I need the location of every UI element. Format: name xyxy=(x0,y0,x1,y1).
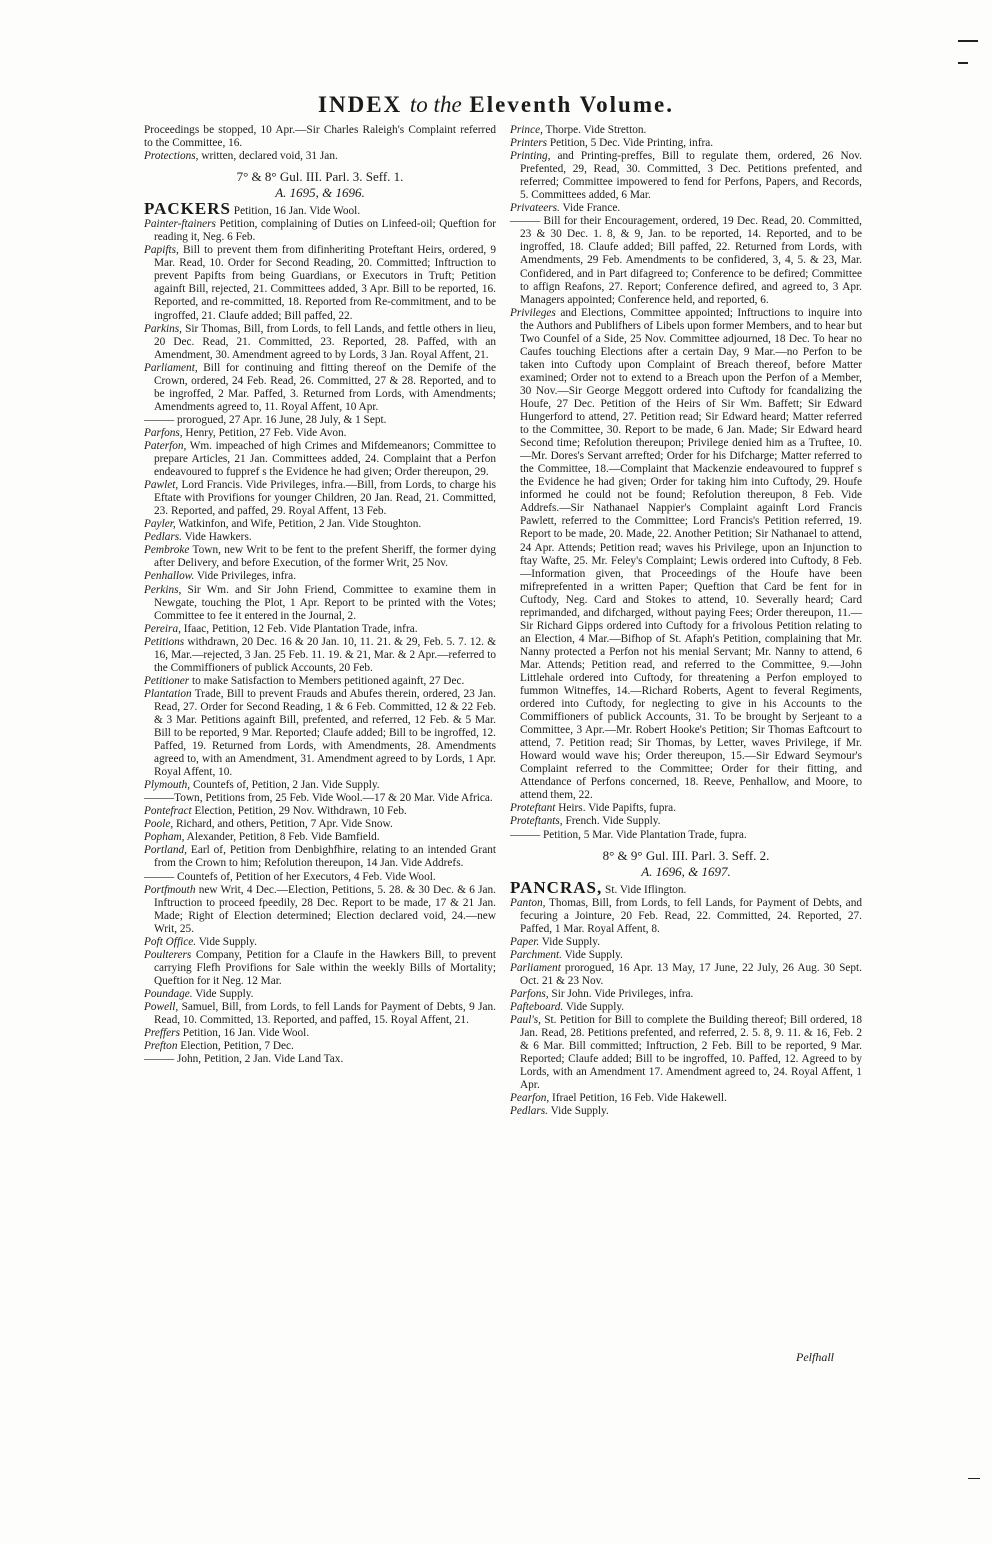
entry-head: ——— xyxy=(510,828,541,841)
drop-heading: PACKERS xyxy=(144,199,231,219)
index-entry xyxy=(144,779,496,792)
entry-head: Poole, xyxy=(144,818,174,831)
index-entry-pancras xyxy=(510,877,862,897)
entry-head: Pereira, xyxy=(144,622,181,635)
entry-text: and Printing-preffes, Bill to regulate them, ordered, 26 Nov. Prefented, 29, Read, 30. Committed, 3 Dec. Petitions prefented, and referred; Committee impowered to fend for Perfons, Papers, and Records, 5. Committees added, 6 Mar. xyxy=(520,150,862,202)
entry-head: Portfmouth xyxy=(144,883,196,896)
entry-text: Ifaac, Petition, 12 Feb. Vide Plantation Trade, infra. xyxy=(180,622,418,635)
entry-head: Pawlet, xyxy=(144,479,179,492)
entry-head: Portland, xyxy=(144,844,187,857)
entry-head: Powell, xyxy=(144,1001,179,1013)
entry-text: Vide Supply. xyxy=(539,935,601,948)
index-entry xyxy=(144,440,496,479)
entry-head: Printing, xyxy=(510,150,551,163)
margin-mark xyxy=(968,1478,980,1479)
title-index: INDEX xyxy=(318,92,403,117)
margin-mark xyxy=(958,40,978,42)
entry-head: Pearfon, xyxy=(510,1092,550,1105)
entry-head: Perkins, xyxy=(144,583,182,596)
entry-head: ——— xyxy=(144,413,175,426)
index-entry xyxy=(144,988,496,1001)
index-entry xyxy=(144,636,496,675)
index-entry xyxy=(144,323,496,362)
index-entry xyxy=(510,215,862,306)
index-entry xyxy=(144,1053,496,1066)
entry-text: Thorpe. Vide Stretton. xyxy=(542,124,647,136)
entry-head: Poundage. xyxy=(144,987,193,1000)
index-entry xyxy=(144,688,496,779)
entry-text: Henry, Petition, 27 Feb. Vide Avon. xyxy=(182,426,347,439)
entry-head: Prefton xyxy=(144,1040,178,1053)
entry-text: Countefs of, Petition, 2 Jan. Vide Supply. xyxy=(190,779,380,792)
entry-text: Countefs of, Petition of her Executors, 4 Feb. Vide Wool. xyxy=(174,870,436,883)
right-column xyxy=(510,124,862,1118)
session-heading xyxy=(510,847,862,879)
entry-text: Vide Hawkers. xyxy=(181,531,252,544)
entry-head: Paper. xyxy=(510,935,540,948)
index-entry xyxy=(144,362,496,414)
entry-text: and Elections, Committee appointed; Inftructions to inquire into the Authors and Publifhers of Libels upon former Members, and to hear but Two Counfel of a Side, 25 Nov. Committee adjourned, 18 Dec. To hear no Caufes touching Elections after a certain Day, 9 Mar.—no Perfon to be taken into Cuftody upon Complaint of Breach thereof, before Matter examined; Order not to extend to a Breach upon the Perfon of a Member, 30 Nov.—Sir George Meggott ordered into Cuftody for fcandalizing the Houfe, 27 Dec. Petition of the Heirs of Sir Wm. Baffett; Sir Edward Hungerford to attend, 27. Petition read; Sir Edward heard; Matter referred to the Committee, 30. Report to be made, 6 Jan. Made; Sir Edward heard Second time; Refolution thereupon; Privilege denied him as a Truftee, 10.—Mr. Dores's Servant arrefted; Order for his Difcharge; Matter referred to the Committee, 18.—Complaint that Mackenzie endeavoured to fuppref s the Evidence he had given; Order for taking him into Cuftody, 29. Houfe informed he could not be found; Refolution thereupon, 8 Feb. Vide Addrefs.—Sir Nathanael Nappier's Complaint againft Lord Francis Pawlett, referred to the Committee; Lord Francis's Petition referred, 19. Report to be made, 20. Made, 22. Another Petition; Sir Nathanael to attend, 24 Apr. Attends; Petition read; waves his Privilege, upon an Injunction to ftay Wafte, 25. Mr. Feley's Complaint; Lewis ordered into Cuftody, 8 Feb.—Information given, that Proceedings of the Houfe have been mifreprefented in a written Paper; Queftion that Card be fent for in Cuftody, Neg. Card and Stokes to attend, 10. Severally heard; Card reprimanded, and difcharged, without paying Fees; Order thereupon, 11.—Sir Richard Gipps ordered into Cuftody for a frivolous Petition relating to an Election, 4 Mar.—Bifhop of St. Afaph's Petition, complaining that Mr. Nanny protected a Perfon not his menial Servant; Mr. Nanny to attend, 6 Mar. Attends; Petition read, and referred to the Committee, 9.—John Littlehale ordered into Cuftody, for threatening a Perfon employed to fummon Witneffes, 14.—Richard Roberts, Agent to feveral Regiments, ordered into Cuftody, for neglecting to give in his Accounts to the Commiffioners of publick Accounts, 31. To be brought by Serjeant to a Committee, 3 Apr.—Mr. Robert Hooke's Petition; Sir Thomas Eaftcourt to attend, 7. Petition read; Sir Thomas, by Letter, waves Privilege, if Mr. Howard would wave his; Order thereupon, 15.—Sir Edward Seymour's Complaint referred to the Committee; Order for their fitting, and Attendance of Perfons concerned, 18. Reeve, Penhallow, and Moore, to attend them, 22. xyxy=(520,306,862,802)
index-entry xyxy=(144,218,496,244)
entry-head: ——— xyxy=(144,792,175,805)
index-entry xyxy=(144,570,496,583)
entry-head: Papifts, xyxy=(144,244,179,257)
entry-text: Richard, and others, Petition, 7 Apr. Vide Snow. xyxy=(173,818,393,831)
session-line-1: 7° & 8° Gul. III. Parl. 3. Seff. 1. xyxy=(236,169,404,185)
index-entry xyxy=(144,623,496,636)
entry-head: Poulterers xyxy=(144,948,192,961)
continuation-text: Proceedings be stopped, 10 Apr.—Sir Charles Raleigh's Complaint referred to the Committee, 16. xyxy=(144,124,496,150)
index-entry xyxy=(144,844,496,870)
index-entry xyxy=(510,897,862,936)
entry-head: Popham, xyxy=(144,831,185,844)
entry-text: Thomas, Bill, from Lords, to fell Lands, for Payment of Debts, and fecuring a Jointure, 20 Feb. Read, 22. Committed, 24. Reported, 27. Paffed, 1 Mar. Royal Affent, 8. xyxy=(520,896,862,935)
entry-text: Vide Supply. xyxy=(196,935,257,948)
entry-head: Pafteboard. xyxy=(510,1001,564,1013)
entry-head: Parkins, xyxy=(144,322,182,335)
index-entry xyxy=(510,815,862,828)
index-entry xyxy=(510,988,862,1001)
entry-text: Town, Petitions from, 25 Feb. Vide Wool.—17 & 20 Mar. Vide Africa. xyxy=(174,792,493,805)
entry-text: Vide Privileges, infra. xyxy=(194,570,297,583)
entry-text: St. Vide Iflington. xyxy=(602,883,687,896)
left-column xyxy=(144,124,496,1066)
session-line-2: A. 1695, & 1696. xyxy=(275,185,365,201)
entry-text: Vide Supply. xyxy=(561,948,623,961)
entry-text: Town, new Writ to be fent to the prefent Sheriff, the former dying after Delivery, and before Execution, of the former Writ, 25 Nov. xyxy=(154,544,496,570)
index-entry xyxy=(144,949,496,988)
index-entry-packers xyxy=(144,199,496,219)
entry-text: Petition, 16 Jan. Vide Wool. xyxy=(230,205,361,218)
index-entry xyxy=(144,414,496,427)
entry-text: Trade, Bill to prevent Frauds and Abufes therein, ordered, 23 Jan. Read, 27. Order for Second Reading, 1 & 6 Feb. Committed, 12 & 22 Feb. & 3 Mar. Petitions againft Bill, prefented, and referred, 12 Feb. & 5 Mar. Bill to be reported, 9 Mar. Reported; Claufe added; Bill to be ingroffed, 12. Paffed, 19. Returned from Lords, with Amendments, 28. Amendments agreed to, with an Amendment, 31. Amendment agreed to by Lords, 1 Apr. Royal Affent, 10. xyxy=(154,687,496,779)
entry-head: Plantation xyxy=(144,687,192,700)
entry-text: Company, Petition for a Claufe in the Hawkers Bill, to prevent carrying Flefh Provifions for Sale within the weekly Bills of Mortality; Queftion for it Neg. 12 Mar. xyxy=(154,948,496,987)
entry-text: Lord Francis. Vide Privileges, infra.—Bill, from Lords, to charge his Eftate with Provifions for younger Children, 20 Jan. Read, 21. Committed, 23. Reported, and paffed, 29. Royal Affent, 13 Feb. xyxy=(154,479,496,518)
index-entry xyxy=(510,1105,862,1118)
index-entry xyxy=(144,531,496,544)
entry-head: Printers xyxy=(510,137,548,150)
drop-heading: PANCRAS, xyxy=(510,877,603,897)
index-entry xyxy=(510,1014,862,1092)
entry-text: Samuel, Bill, from Lords, to fell Lands for Payment of Debts, 9 Jan. Read, 10. Committed, 13. Reported, and paffed, 15. Royal Affent, 21. xyxy=(154,1001,496,1027)
session-line-2: A. 1696, & 1697. xyxy=(641,863,731,879)
entry-text: Watkinfon, and Wife, Petition, 2 Jan. Vide Stoughton. xyxy=(175,518,422,531)
index-entry xyxy=(510,137,862,150)
index-entry xyxy=(510,1001,862,1014)
entry-text: Sir Wm. and Sir John Friend, Committee to examine them in Newgate, touching the Plot, 1 Apr. Report to be printed with the Votes; Committee to fee it entered in the Journal, 2. xyxy=(154,583,496,622)
entry-text: French. Vide Supply. xyxy=(562,815,661,828)
entry-text: Bill for their Encouragement, ordered, 19 Dec. Read, 20. Committed, 23 & 30 Dec. 1. 8, & 9, Jan. to be reported, 14. Reported, and to be ingroffed, 18. Claufe added; Bill paffed, 22. Returned from Lords, with Amendments, 29 Feb. Amendments to be confidered, 3, 4, 5. & 23, Mar. Confidered, and in Part difagreed to; Conference to be defired; Committee to affign Reafons, 27. Report; Conference defired, and agreed to, 3 Apr. Managers appointed; Conference held, and reported, 6. xyxy=(520,215,862,306)
entry-head: Poft Office. xyxy=(144,935,197,948)
entry-head: ——— xyxy=(144,870,175,883)
index-entry xyxy=(510,962,862,988)
entry-text: Vide Supply. xyxy=(563,1001,625,1013)
entry-head: Parchment. xyxy=(510,948,562,961)
session-heading xyxy=(144,168,496,200)
index-entry xyxy=(144,884,496,936)
index-entry xyxy=(510,802,862,815)
entry-head: Paterfon, xyxy=(144,439,187,452)
right-entry-list xyxy=(510,124,862,842)
entry-text: Bill to prevent them from difinheriting Proteftant Heirs, ordered, 9 Mar. Read, 10. Order for Second Reading, 20. Committed; Inftruction to prevent Papifts from being Guardians, or Executors in Truft; Petition againft Bill, rejected, 21. Committees added, 3 Apr. Bill to be reported, 16. Reported, and re-committed, 18. Reported from Re-commitment, and to be ingroffed, 21. Claufe added; Bill paffed, 22. xyxy=(154,244,496,322)
entry-head: Parfons, xyxy=(144,426,183,439)
entry-head: ——— xyxy=(144,1053,175,1066)
catchword: Pelfhall xyxy=(796,1350,834,1364)
index-entry xyxy=(510,124,862,137)
index-entry xyxy=(144,675,496,688)
title-volume: Eleventh Volume. xyxy=(469,92,674,117)
index-entry xyxy=(144,831,496,844)
index-entry xyxy=(510,936,862,949)
index-entry xyxy=(144,518,496,531)
entry-text: John, Petition, 2 Jan. Vide Land Tax. xyxy=(174,1053,344,1066)
entry-head: Parfons, xyxy=(510,987,549,1000)
index-entry xyxy=(510,150,862,202)
entry-text: prorogued, 27 Apr. 16 June, 28 July, & 1 Sept. xyxy=(174,413,387,426)
entry-head: Panton, xyxy=(510,896,546,909)
entry-text: Heirs. Vide Papifts, fupra. xyxy=(555,802,676,815)
index-entry xyxy=(144,792,496,805)
index-entry xyxy=(510,949,862,962)
entry-text: St. Petition for Bill to complete the Building thereof; Bill ordered, 18 Jan. Read, 28. Petitions prefented, and referred, 2. 5. 8, 9. 11. & 16, Feb. 2 & 6 Mar. Bill committed; Inftruction, 2 Feb. Bill to be reported, 9 Mar. Reported; Claufe added; Bill to be ingroffed, 10. Paffed, 12. Agreed to by Lords, with an Amendment 17. Amendment agreed to, 24. Royal Affent, 1 Apr. xyxy=(520,1014,862,1092)
index-entry xyxy=(144,936,496,949)
entry-text: to make Satisfaction to Members petitioned againft, 27 Dec. xyxy=(189,674,465,687)
index-entry xyxy=(144,1027,496,1040)
entry-text: Bill for continuing and fitting thereof on the Demife of the Crown, ordered, 24 Feb. Read, 26. Committed, 27 & 28. Reported, and to be ingroffed, 2 Mar. Paffed, 3. Returned from Lords, with Amendments; Amendments agreed to, 11. Royal Affent, 10 Apr. xyxy=(154,361,496,413)
entry-head: Payler, xyxy=(144,518,176,531)
entry-text: Vide Supply. xyxy=(547,1105,609,1118)
title-to-the: to the xyxy=(409,92,462,117)
index-entry xyxy=(510,829,862,842)
entry-text: new Writ, 4 Dec.—Election, Petitions, 5. 28. & 30 Dec. & 6 Jan. Inftruction to proceed fpeedily, 28 Dec. Report to be made, 17 & 21 Jan. Made; Right of Election determined; Election declared void, 24.—new Writ, 25. xyxy=(154,883,496,935)
index-entry xyxy=(510,307,862,803)
entry-text: Petition, 5 Mar. Vide Plantation Trade, fupra. xyxy=(540,828,747,841)
entry-head: Parliament xyxy=(510,961,561,974)
right-entry-list-2 xyxy=(510,897,862,1119)
entry-text: Sir Thomas, Bill, from Lords, to fell Lands, and fettle others in lieu, 20 Dec. Read, 21. Committed, 23. Reported, 28. Paffed, with an Amendment, 30. Amendment agreed to by Lords, 3 Jan. Royal Affent, 21. xyxy=(154,322,496,361)
entry-head: Pontefract xyxy=(144,805,192,818)
page-title xyxy=(0,92,992,118)
index-entry xyxy=(144,544,496,570)
session-line-1: 8° & 9° Gul. III. Parl. 3. Seff. 2. xyxy=(602,847,770,863)
entry-head: Privateers. xyxy=(510,202,560,215)
entry-head: Proteftant xyxy=(510,802,556,815)
entry-head: Pembroke xyxy=(144,544,190,557)
entry-head: Painter-ftainers xyxy=(144,218,216,231)
entry-text: written, declared void, 31 Jan. xyxy=(198,150,338,163)
entry-text: Election, Petition, 7 Dec. xyxy=(177,1040,294,1053)
entry-head: Prince, xyxy=(510,124,543,136)
index-entry xyxy=(144,1001,496,1027)
entry-text: Vide France. xyxy=(559,202,621,215)
entry-head: Parliament, xyxy=(144,361,198,374)
entry-head: Petitions xyxy=(144,635,185,648)
entry-head: Pedlars. xyxy=(510,1105,548,1118)
entry-head: Proteftants, xyxy=(510,815,563,828)
entry-text: Earl of, Petition from Denbighfhire, relating to an intended Grant from the Crown to him; Refolution thereupon, 14 Jan. Vide Addrefs. xyxy=(154,844,496,870)
entry-text: Petition, 16 Jan. Vide Wool. xyxy=(179,1027,310,1040)
entry-text: withdrawn, 20 Dec. 16 & 20 Jan. 10, 11. 21. & 29, Feb. 5. 7. 12. & 16, Mar.—rejected, 3 Jan. 25 Feb. 11. 19. & 21, Mar. & 2 Apr.—referred to the Commiffioners of publick Accounts, 20 Feb. xyxy=(154,635,496,674)
entry-head: Paul's, xyxy=(510,1014,541,1027)
entry-text: Election, Petition, 29 Nov. Withdrawn, 10 Feb. xyxy=(191,805,407,818)
index-entry xyxy=(510,202,862,215)
entry-text: Petition, complaining of Duties on Linfeed-oil; Queftion for reading it, Neg. 6 Feb. xyxy=(154,218,496,244)
entry-text: prorogued, 16 Apr. 13 May, 17 June, 22 July, 26 Aug. 30 Sept. Oct. 21 & 23 Nov. xyxy=(520,961,862,987)
entry-head: Protections, xyxy=(144,150,199,163)
entry-text: Petition, 5 Dec. Vide Printing, infra. xyxy=(547,137,714,150)
entry-head: Preffers xyxy=(144,1027,180,1040)
index-entry xyxy=(144,871,496,884)
entry-text: Wm. impeached of high Crimes and Mifdemeanors; Committee to prepare Articles, 21 Jan. Committees added, 24. Complaint that a Perfon endeavoured to fuppref s the Evidence he had given; Order thereupon, 29. xyxy=(154,439,496,479)
left-entry-list xyxy=(144,218,496,1066)
entry-text: Ifrael Petition, 16 Feb. Vide Hakewell. xyxy=(549,1092,727,1105)
entry-head: Plymouth, xyxy=(144,779,191,792)
margin-mark xyxy=(958,62,968,64)
entry-text: Alexander, Petition, 8 Feb. Vide Bamfield. xyxy=(184,831,380,844)
entry-head: Pedlars. xyxy=(144,531,182,544)
index-entry xyxy=(144,1040,496,1053)
entry-head: Penhallow. xyxy=(144,570,195,583)
index-entry xyxy=(144,818,496,831)
index-entry xyxy=(144,427,496,440)
index-entry xyxy=(144,479,496,518)
entry-text: Vide Supply. xyxy=(192,987,254,1000)
entry-text: Sir John. Vide Privileges, infra. xyxy=(548,987,694,1000)
index-entry xyxy=(144,584,496,623)
entry-head: Petitioner xyxy=(144,674,190,687)
index-entry xyxy=(144,244,496,322)
index-entry xyxy=(144,150,496,163)
index-entry xyxy=(510,1092,862,1105)
entry-head: Privileges xyxy=(510,306,556,319)
entry-head: ——— xyxy=(510,215,541,228)
index-entry xyxy=(144,805,496,818)
